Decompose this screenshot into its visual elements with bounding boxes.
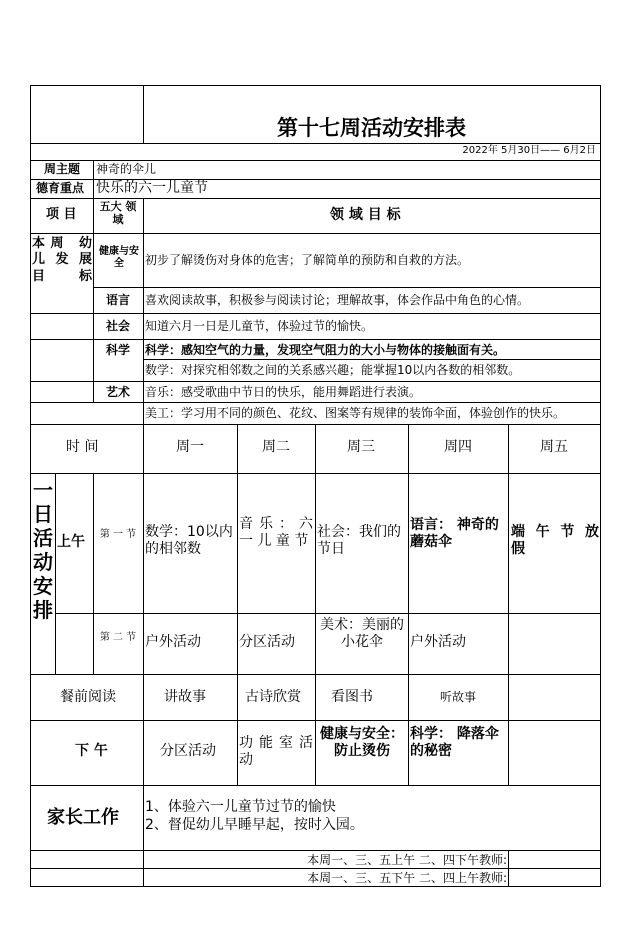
grid-line <box>30 886 601 887</box>
grid-line <box>55 613 601 614</box>
period-1-label: 第 一 节 <box>99 529 137 540</box>
goal-social: 知道六月一日是儿童节，体验过节的愉快。 <box>145 319 374 333</box>
teacher-line-2: 本周一、三、五下午 二、四上午教师: <box>307 871 507 885</box>
grid-line <box>55 473 56 674</box>
period2-thu: 户外活动 <box>410 634 466 650</box>
grid-line <box>93 473 94 674</box>
theme-value: 神奇的伞儿 <box>96 162 157 176</box>
grid-line <box>408 424 409 785</box>
parents-item-1: 1、体验六一儿童节过节的愉快 <box>145 799 336 815</box>
goal-health: 初步了解烫伤对身体的危害；了解简单的预防和自救的方法。 <box>145 253 470 267</box>
grid-line <box>30 339 601 340</box>
afternoon-thu: 科学： 降落伞的秘密 <box>410 726 499 759</box>
teacher-line-1: 本周一、三、五上午 二、四下午教师: <box>307 853 507 867</box>
grid-line <box>143 198 144 424</box>
reading-wed: 看图书 <box>331 689 373 705</box>
grid-line <box>93 160 94 402</box>
afternoon-wed: 健康与安全：防止烫伤 <box>320 726 404 759</box>
grid-line <box>30 313 601 314</box>
day-mon: 周一 <box>176 439 204 455</box>
area-art: 艺术 <box>106 385 131 399</box>
time-header: 时 间 <box>66 439 99 455</box>
grid-line <box>30 85 601 86</box>
afternoon-tue: 功 能 室 活 动 <box>239 735 313 768</box>
day-wed: 周三 <box>347 439 375 455</box>
moral-label: 德育重点 <box>36 181 85 195</box>
goal-craft: 美工：学习用不同的颜色、花纹、图案等有规律的装饰伞面，体验创作的快乐。 <box>145 406 566 420</box>
morning-label: 上午 <box>57 534 85 550</box>
grid-line <box>30 402 601 403</box>
grid-line <box>508 424 509 785</box>
grid-line <box>30 381 601 382</box>
period2-mon: 户外活动 <box>145 634 201 650</box>
reading-label: 餐前阅读 <box>60 689 116 705</box>
period1-thu: 语言： 神奇的蘑菇伞 <box>410 517 499 550</box>
parents-item-2: 2、督促幼儿早睡早起，按时入园。 <box>145 817 364 833</box>
period2-wed: 美术：美丽的小花伞 <box>320 617 404 650</box>
grid-line <box>237 424 238 785</box>
reading-tue: 古诗欣赏 <box>245 689 301 705</box>
grid-line <box>30 785 601 786</box>
area-science: 科学 <box>106 343 131 357</box>
day-thu: 周四 <box>444 439 472 455</box>
date-range: 2022年 5月30日—— 6月2日 <box>462 145 596 156</box>
period1-tue: 音乐：六 一 儿 童 节 <box>239 516 313 549</box>
grid-line <box>30 868 601 869</box>
afternoon-label: 下 午 <box>75 743 108 759</box>
day-tue: 周二 <box>262 439 290 455</box>
grid-line <box>30 143 601 144</box>
area-language: 语言 <box>106 293 131 307</box>
grid-line <box>30 233 601 234</box>
goals-header: 领 域 目 标 <box>330 207 401 223</box>
areas-header: 五大 领域 <box>99 200 137 227</box>
grid-line <box>143 359 601 360</box>
period1-wed: 社会：我们的节日 <box>317 524 401 557</box>
grid-line <box>143 785 144 886</box>
grid-line <box>30 850 601 851</box>
afternoon-mon: 分区活动 <box>160 743 216 759</box>
grid-line <box>600 85 601 886</box>
area-social: 社会 <box>106 319 131 333</box>
page-title: 第十七周活动安排表 <box>277 116 466 140</box>
parents-label: 家长工作 <box>47 807 119 828</box>
grid-line <box>93 287 601 288</box>
daily-schedule-label: 一日活动安排 <box>33 478 53 622</box>
reading-thu: 听故事 <box>440 690 477 704</box>
grid-line <box>30 160 601 161</box>
theme-label: 周主题 <box>44 162 81 176</box>
period-2-label: 第 二 节 <box>99 632 137 643</box>
day-fri: 周五 <box>540 439 568 455</box>
grid-line <box>315 424 316 785</box>
grid-line <box>143 85 144 143</box>
period1-mon: 数学：10以内的相邻数 <box>145 524 233 557</box>
item-header: 项 目 <box>46 207 77 222</box>
grid-line <box>30 85 31 886</box>
goal-science: 科学：感知空气的力量，发现空气阻力的大小与物体的接触面有关。 <box>145 343 506 357</box>
grid-line <box>508 850 509 886</box>
period1-fri: 端 午 节 放 假 <box>511 524 599 557</box>
goal-music: 音乐：感受歌曲中节日的快乐，能用舞蹈进行表演。 <box>145 385 422 399</box>
grid-line <box>30 198 601 199</box>
goal-math: 数学：对探究相邻数之间的关系感兴趣；能掌握10以内各数的相邻数。 <box>145 363 521 377</box>
dev-goals-label: 本周 幼 儿 发 展 目标 <box>32 236 92 284</box>
moral-value: 快乐的六一儿童节 <box>96 180 208 196</box>
area-health: 健康与安全 <box>99 246 139 269</box>
reading-mon: 讲故事 <box>164 689 206 705</box>
goal-language: 喜欢阅读故事，积极参与阅读讨论；理解故事，体会作品中角色的心情。 <box>145 293 530 307</box>
grid-line <box>143 424 144 785</box>
period2-tue: 分区活动 <box>239 634 295 650</box>
